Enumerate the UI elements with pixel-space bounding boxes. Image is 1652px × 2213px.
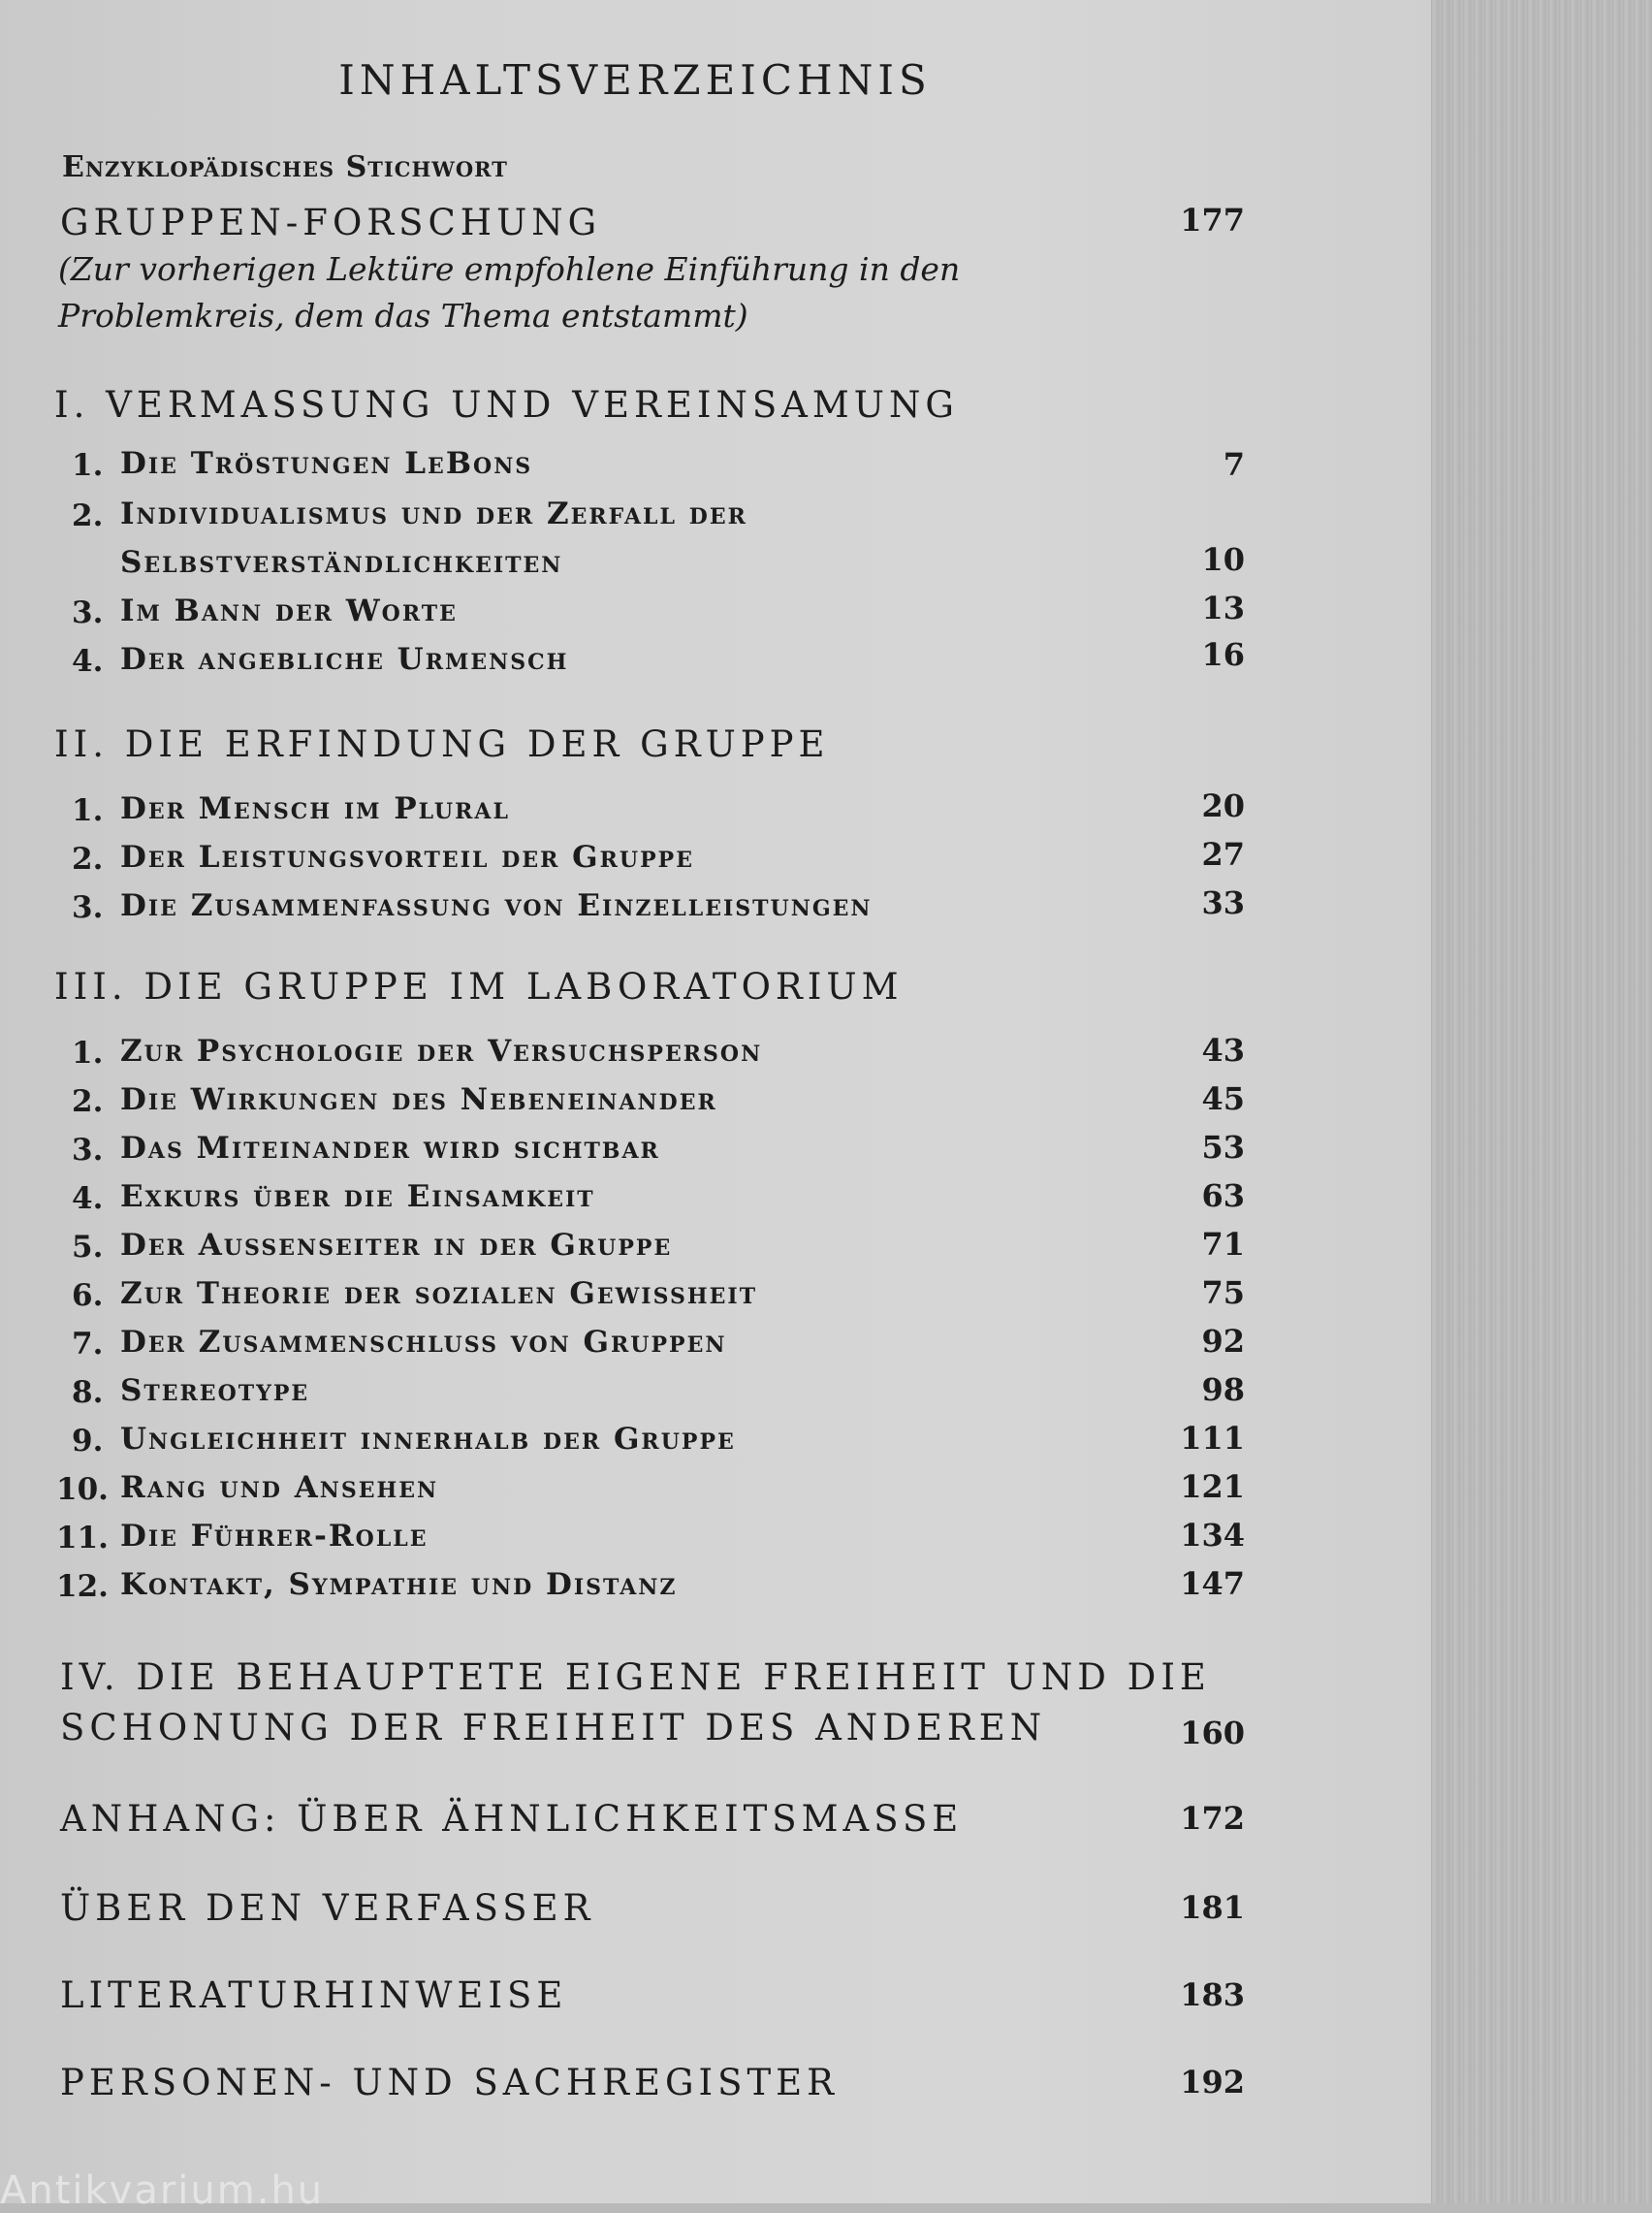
entry-title: Exkurs über die Einsamkeit [120, 1179, 595, 1214]
entry-number: 1. [72, 448, 104, 483]
back-matter-title: PERSONEN- UND SACHREGISTER [60, 2062, 840, 2103]
entry-page: 43 [1201, 1032, 1245, 1069]
entry-page: 134 [1180, 1517, 1245, 1554]
entry-title: Der Leistungsvorteil der Gruppe [120, 840, 694, 875]
entry-title: Der Mensch im Plural [120, 791, 510, 826]
back-matter-title: LITERATURHINWEISE [60, 1974, 568, 2016]
entry-page: 183 [1180, 1976, 1245, 2013]
entry-number: 8. [72, 1375, 104, 1410]
chapter-heading: I. VERMASSUNG UND VEREINSAMUNG [54, 384, 959, 426]
encyclopedia-note-line2: Problemkreis, dem das Thema entstammt) [58, 297, 748, 335]
entry-page: 16 [1201, 636, 1245, 673]
chapter-heading: II. DIE ERFINDUNG DER GRUPPE [54, 723, 830, 765]
entry-title: Die Wirkungen des Nebeneinander [120, 1082, 717, 1117]
entry-title: Die Tröstungen LeBons [120, 446, 533, 481]
entry-page: 111 [1180, 1420, 1245, 1457]
entry-page: 75 [1201, 1274, 1245, 1311]
entry-title-continued: Selbstverständlichkeiten [120, 545, 563, 580]
entry-title: Individualismus und der Zerfall der [120, 497, 747, 531]
entry-title: Der Aussenseiter in der Gruppe [120, 1228, 673, 1263]
entry-title: Die Führer-Rolle [120, 1519, 429, 1554]
back-matter-title: ÜBER DEN VERFASSER [60, 1887, 595, 1929]
entry-page: 172 [1180, 1800, 1245, 1837]
entry-page: 121 [1180, 1468, 1245, 1505]
entry-title: Die Zusammenfassung von Einzelleistungen [120, 888, 873, 923]
encyclopedia-heading: GRUPPEN-FORSCHUNG [60, 202, 602, 243]
entry-number: 2. [72, 1084, 104, 1119]
entry-number: 4. [72, 644, 104, 679]
chapter-heading-line2: SCHONUNG DER FREIHEIT DES ANDEREN [60, 1707, 1047, 1748]
entry-title: Stereotype [120, 1373, 310, 1408]
entry-title: Zur Psychologie der Versuchsperson [120, 1034, 763, 1069]
page-title: INHALTSVERZEICHNIS [338, 56, 932, 104]
entry-page: 7 [1223, 446, 1245, 483]
entry-page: 45 [1201, 1080, 1245, 1117]
entry-page: 92 [1201, 1323, 1245, 1360]
entry-number: 1. [72, 793, 104, 828]
back-matter-title: ANHANG: ÜBER ÄHNLICHKEITSMASSE [60, 1798, 964, 1840]
entry-page: 53 [1201, 1129, 1245, 1166]
entry-page: 63 [1201, 1177, 1245, 1214]
entry-title: Im Bann der Worte [120, 593, 458, 628]
chapter-heading-line1: IV. DIE BEHAUPTETE EIGENE FREIHEIT UND DIE [60, 1656, 1211, 1698]
entry-title: Ungleichheit innerhalb der Gruppe [120, 1422, 736, 1457]
entry-number: 11. [56, 1521, 109, 1556]
entry-page: 33 [1201, 884, 1245, 921]
encyclopedia-label: Enzyklopädisches Stichwort [62, 150, 508, 184]
entry-number: 12. [56, 1569, 109, 1604]
entry-title: Zur Theorie der sozialen Gewissheit [120, 1276, 758, 1311]
entry-page: 160 [1180, 1715, 1245, 1751]
chapter-heading: III. DIE GRUPPE IM LABORATORIUM [54, 966, 904, 1008]
watermark: Antikvarium.hu [0, 2168, 325, 2213]
entry-number: 2. [72, 842, 104, 877]
entry-number: 5. [72, 1230, 104, 1265]
entry-page: 147 [1180, 1565, 1245, 1602]
entry-page: 13 [1201, 590, 1245, 626]
encyclopedia-note-line1: (Zur vorherigen Lektüre empfohlene Einführung in den [58, 250, 961, 288]
entry-title: Das Miteinander wird sichtbar [120, 1131, 660, 1166]
entry-page: 181 [1180, 1889, 1245, 1926]
encyclopedia-page: 177 [1180, 202, 1245, 239]
entry-title: Kontakt, Sympathie und Distanz [120, 1567, 678, 1602]
entry-number: 10. [56, 1472, 109, 1507]
entry-number: 3. [72, 595, 104, 630]
entry-number: 3. [72, 1133, 104, 1168]
entry-title: Der Zusammenschluss von Gruppen [120, 1325, 727, 1360]
entry-number: 2. [72, 498, 104, 533]
entry-page: 71 [1201, 1226, 1245, 1263]
entry-number: 3. [72, 890, 104, 925]
entry-number: 6. [72, 1278, 104, 1313]
entry-number: 4. [72, 1181, 104, 1216]
entry-title: Rang und Ansehen [120, 1470, 439, 1505]
entry-page: 192 [1180, 2064, 1245, 2101]
entry-number: 9. [72, 1424, 104, 1459]
entry-number: 1. [72, 1036, 104, 1071]
entry-page: 98 [1201, 1371, 1245, 1408]
entry-page: 10 [1201, 541, 1245, 578]
entry-number: 7. [72, 1327, 104, 1362]
entry-page: 20 [1201, 787, 1245, 824]
entry-page: 27 [1201, 836, 1245, 873]
entry-title: Der angebliche Urmensch [120, 642, 569, 677]
page-edge-background [1431, 0, 1652, 2203]
